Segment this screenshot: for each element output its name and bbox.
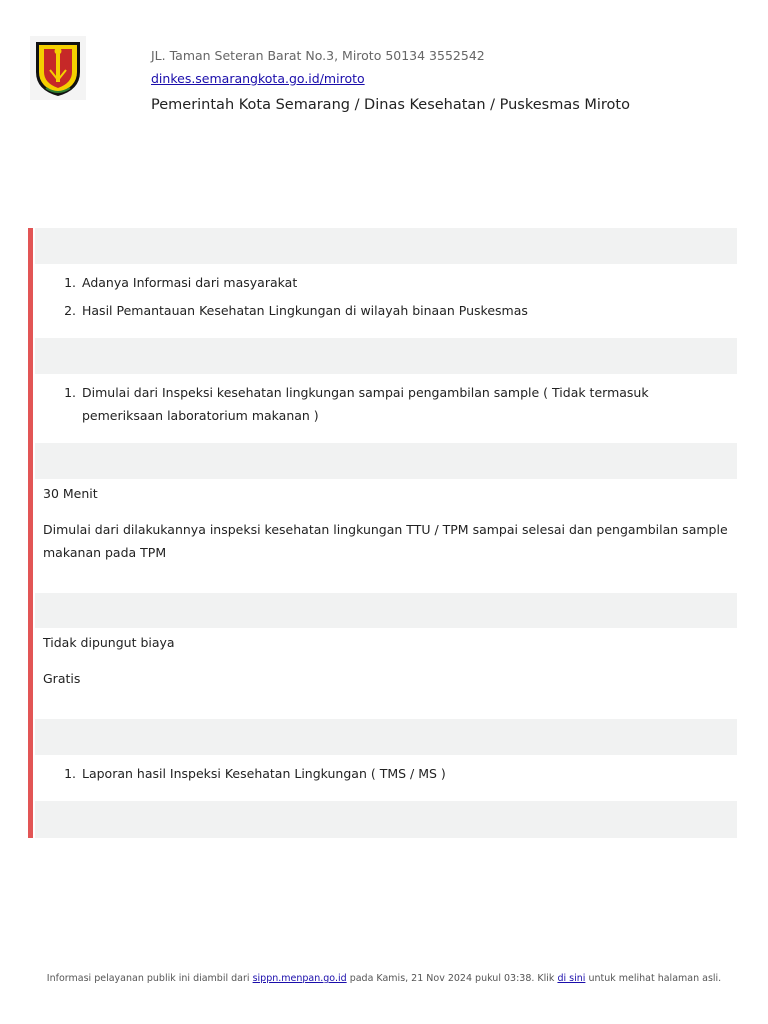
list-text: Laporan hasil Inspeksi Kesehatan Lingkungan ( TMS / MS ): [82, 766, 446, 781]
list-number: 1.: [64, 766, 76, 781]
cost-note: Gratis: [43, 671, 81, 686]
section-header-band: [35, 593, 737, 628]
duration-description: Dimulai dari dilakukannya inspeksi kesehatan lingkungan TTU / TPM sampai selesai dan pengambilan sample makanan pada TPM: [43, 522, 728, 560]
footer-middle: pada Kamis, 21 Nov 2024 pukul 03:38. Klik: [349, 973, 555, 984]
list-text: Hasil Pemantauan Kesehatan Lingkungan di wilayah binaan Puskesmas: [82, 303, 528, 318]
source-link[interactable]: sippn.menpan.go.id: [252, 973, 347, 984]
page-footer: [0, 973, 768, 984]
list-text: Dimulai dari Inspeksi kesehatan lingkungan sampai pengambilan sample ( Tidak termasuk pemeriksaan laboratorium makanan ): [82, 385, 649, 423]
organization-title: Pemerintah Kota Semarang / Dinas Kesehatan / Puskesmas Miroto: [151, 97, 630, 113]
footer-suffix: untuk melihat halaman asli.: [588, 973, 722, 984]
list-number: 2.: [64, 303, 76, 318]
accent-bar: [28, 228, 33, 838]
page-header: [0, 0, 768, 130]
semarang-city-emblem-icon: [30, 36, 86, 100]
cost-text: Tidak dipungut biaya: [43, 635, 175, 650]
section-header-band: [35, 338, 737, 374]
header-address: JL. Taman Seteran Barat No.3, Miroto 50134 3552542: [151, 48, 485, 63]
service-info-panel: [28, 228, 737, 838]
footer-prefix: Informasi pelayanan publik ini diambil dari: [46, 973, 250, 984]
list-number: 1.: [64, 275, 76, 290]
original-page-link[interactable]: di sini: [557, 973, 586, 984]
section-header-band: [35, 443, 737, 479]
section-header-band: [35, 801, 737, 838]
section-header-band: [35, 719, 737, 755]
website-link[interactable]: dinkes.semarangkota.go.id/miroto: [151, 71, 365, 86]
list-text: Adanya Informasi dari masyarakat: [82, 275, 298, 290]
duration-text: 30 Menit: [43, 486, 98, 501]
section-header-band: [35, 228, 737, 264]
list-number: 1.: [64, 385, 76, 400]
